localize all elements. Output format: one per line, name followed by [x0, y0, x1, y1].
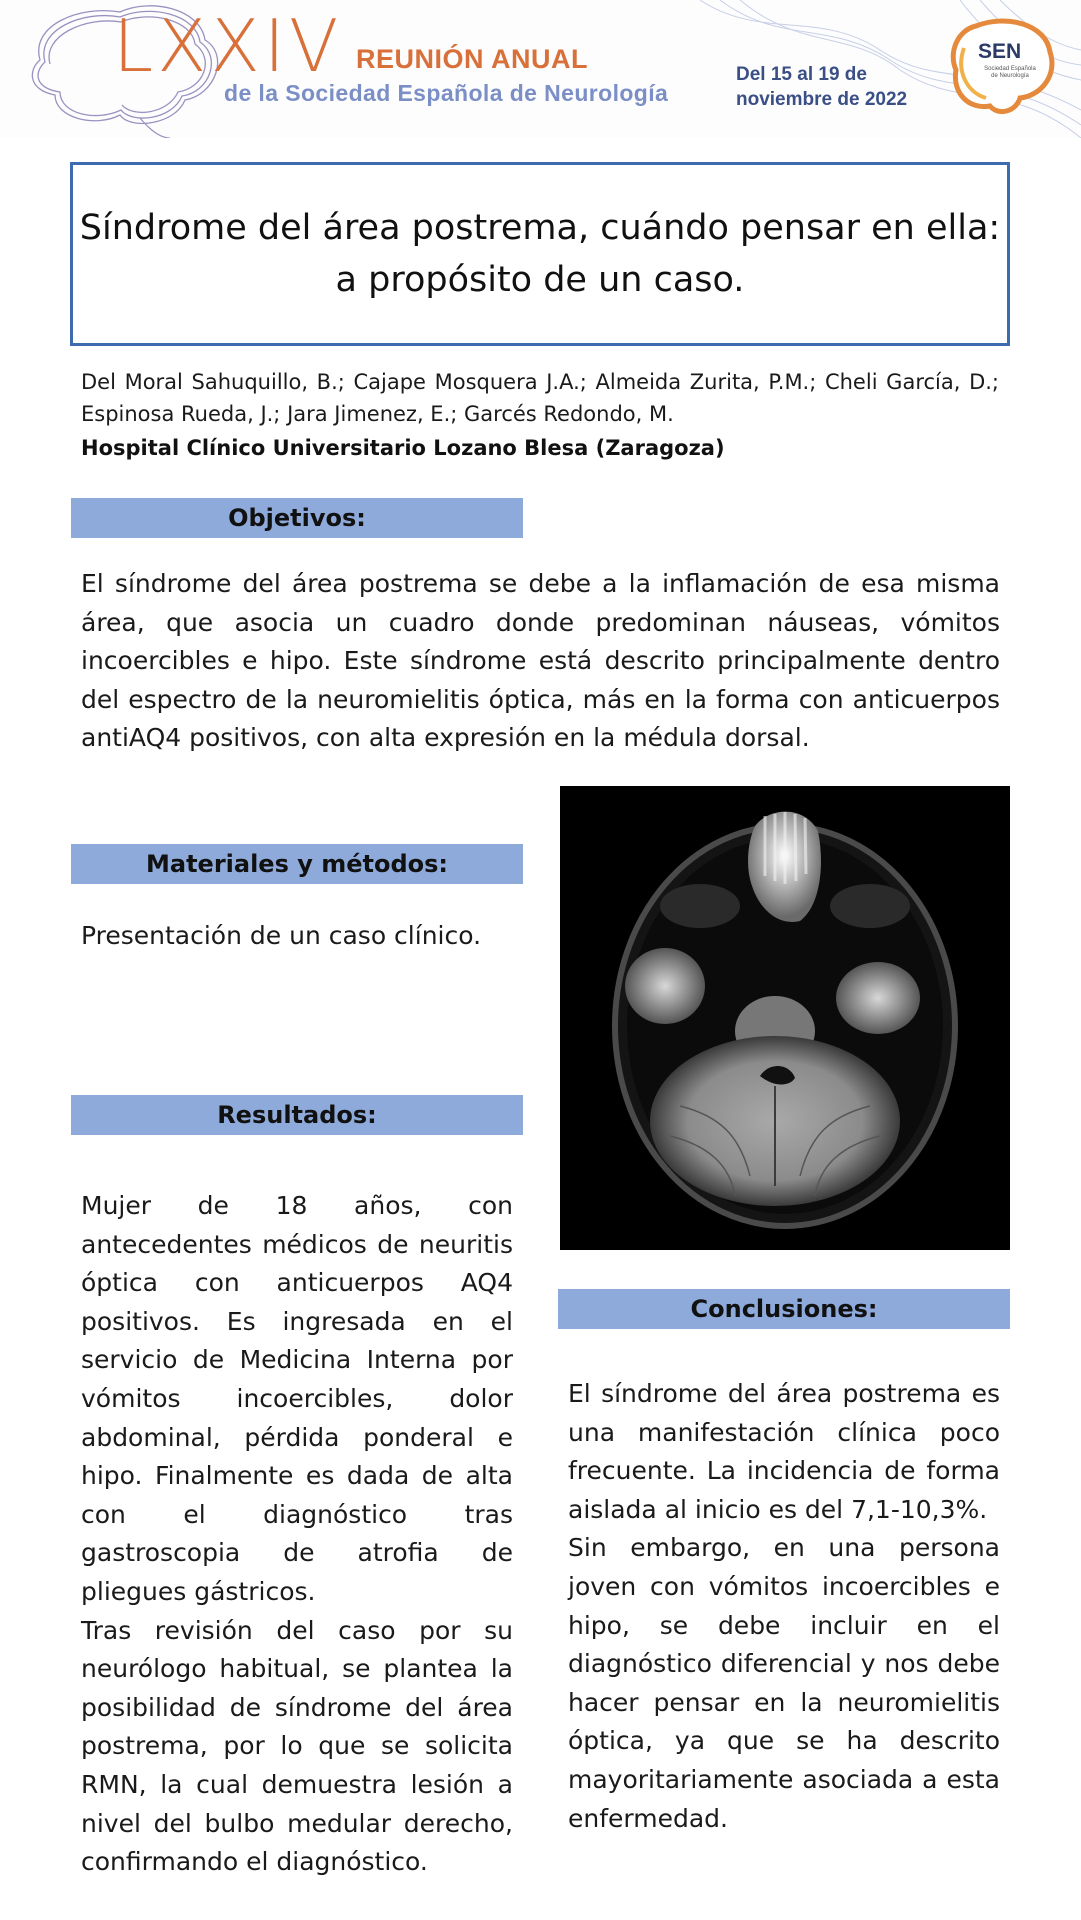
hospital-affiliation: Hospital Clínico Universitario Lozano Blesa (Zaragoza)	[81, 436, 725, 460]
meeting-title: REUNIÓN ANUAL	[356, 44, 588, 74]
author-list: Del Moral Sahuquillo, B.; Cajape Mosquera J.A.; Almeida Zurita, P.M.; Cheli García, D.; Espinosa Rueda, J.; Jara Jimenez, E.; Garcés Redondo, M.	[81, 370, 999, 426]
conclusiones-text	[568, 1375, 1000, 1838]
title-line-1: Síndrome del área postrema, cuándo pensar en ella:	[79, 208, 1001, 248]
dates-line-1: Del 15 al 19 de	[736, 64, 867, 85]
mri-brain-image	[560, 786, 1010, 1250]
resultados-text	[81, 1187, 513, 1882]
dates-line-2: noviembre de 2022	[736, 89, 908, 110]
sen-logo-text: SEN	[978, 40, 1022, 63]
resultados-heading: Resultados:	[71, 1095, 523, 1135]
header-banner	[0, 0, 1081, 138]
title-line-2: a propósito de un caso.	[335, 260, 745, 300]
resultados-paragraph-1: Mujer de 18 años, con antecedentes médicos de neuritis óptica con anticuerpos AQ4 positivos. Es ingresada en el servicio de Medicina Interna por vómitos incoercibles, dolor abdominal, pérdida ponderal e hipo. Finalmente es dada de alta con el diagnóstico tras gastroscopia de atrofia de pliegues gástricos.	[81, 1191, 513, 1606]
objetivos-heading: Objetivos:	[71, 498, 523, 538]
materiales-text: Presentación de un caso clínico.	[81, 921, 482, 950]
sen-logo-subtext: Sociedad Española de Neurología	[984, 66, 1036, 79]
conclusiones-heading: Conclusiones:	[558, 1289, 1010, 1329]
conclusiones-paragraph-1: El síndrome del área postrema es una manifestación clínica poco frecuente. La incidencia de forma aislada al inicio es del 7,1-10,3%.	[568, 1379, 1000, 1524]
society-name: de la Sociedad Española de Neurología	[224, 80, 669, 106]
meeting-number: LXXIV	[113, 4, 343, 88]
materiales-heading: Materiales y métodos:	[71, 844, 523, 884]
meeting-dates	[736, 62, 907, 112]
conclusiones-paragraph-2: Sin embargo, en una persona joven con vómitos incoercibles e hipo, se debe incluir en el diagnóstico diferencial y nos debe hacer pensar en la neuromielitis óptica, ya que se ha descrito mayoritariamente asociada a esta enfermedad.	[568, 1533, 1000, 1833]
poster-title	[80, 202, 1000, 306]
poster-title-box	[70, 162, 1010, 346]
resultados-paragraph-2: Tras revisión del caso por su neurólogo habitual, se plantea la posibilidad de síndrome del área postrema, por lo que se solicita RMN, la cual demuestra lesión a nivel del bulbo medular derecho, confirmando el diagnóstico.	[81, 1615, 513, 1877]
objetivos-text: El síndrome del área postrema se debe a la inflamación de esa misma área, que asocia un cuadro donde predominan náuseas, vómitos incoercibles e hipo. Este síndrome está descrito principalmente dentro del espectro de la neuromielitis óptica, más en la forma con anticuerpos antiAQ4 positivos, con alta expresión en la médula dorsal.	[81, 569, 1000, 753]
